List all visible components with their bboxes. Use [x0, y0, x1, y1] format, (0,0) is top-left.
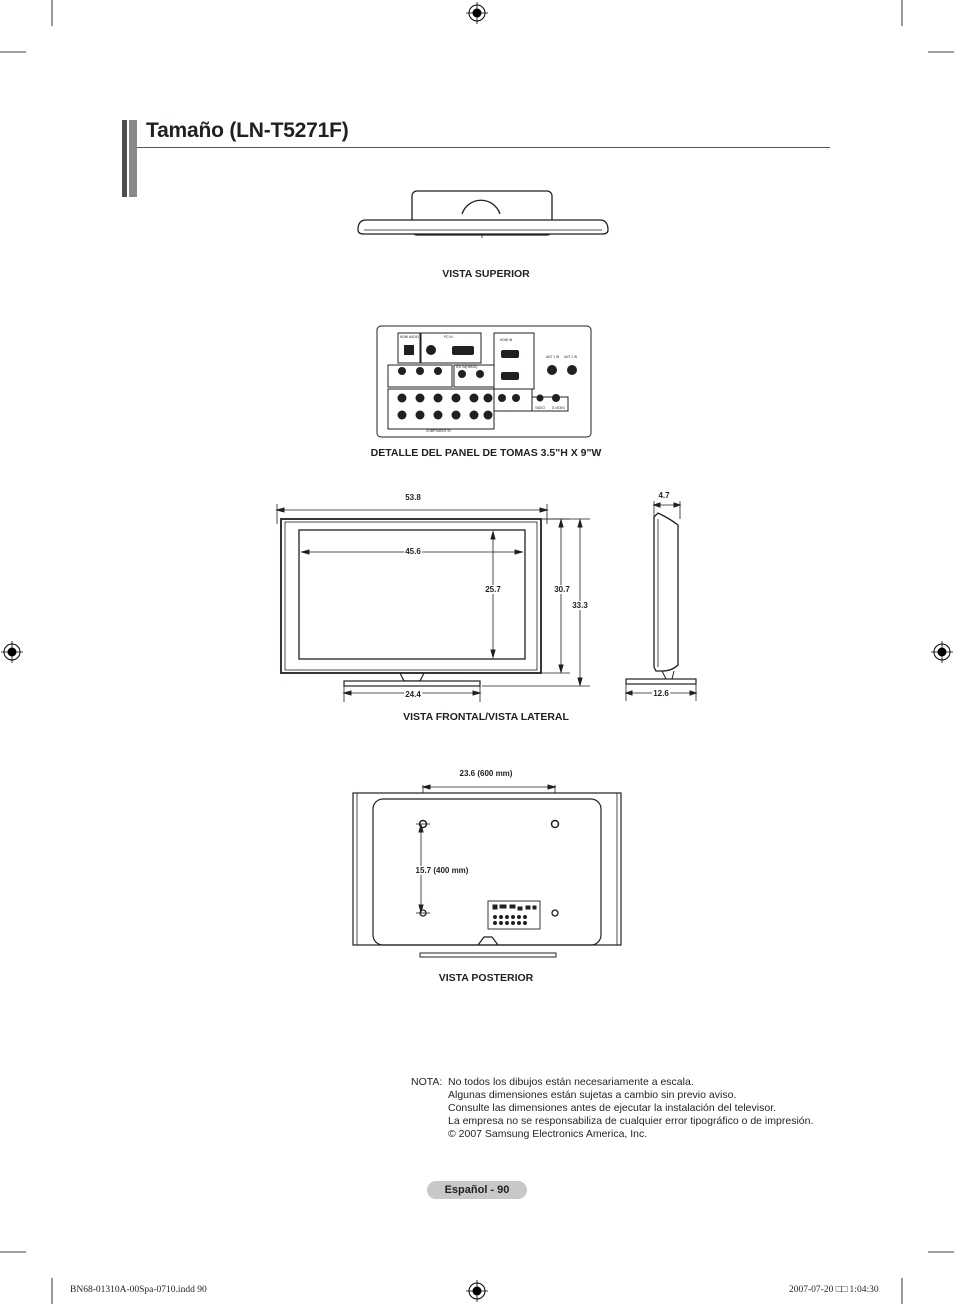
dim-vesa-vertical: 15.7 (400 mm): [415, 866, 469, 875]
dim-height-with-stand: 33.3: [572, 601, 588, 610]
svg-text:ANT 1 IN: ANT 1 IN: [546, 355, 560, 359]
svg-text:ANT 2 IN: ANT 2 IN: [564, 355, 578, 359]
svg-text:DVI IN(HDMI1): DVI IN(HDMI1): [456, 365, 478, 369]
note-line: La empresa no se responsabiliza de cualquier error tipográfico o de impresión.: [448, 1115, 814, 1127]
page-title: Tamaño (LN-T5271F): [146, 119, 349, 142]
side-view-drawing: [622, 495, 702, 705]
file-slug: BN68-01310A-00Spa-0710.indd 90: [70, 1285, 207, 1295]
svg-text:HDMI AUDIO: HDMI AUDIO: [400, 335, 419, 339]
caption-front-side-view: VISTA FRONTAL/VISTA LATERAL: [403, 711, 569, 723]
dim-body-height: 30.7: [554, 585, 570, 594]
page-number-badge: Español - 90: [427, 1181, 527, 1199]
registration-mark-left: [1, 641, 23, 663]
jack-panel-drawing: [376, 325, 594, 439]
title-accent-bar: [122, 120, 137, 197]
caption-jack-panel: DETALLE DEL PANEL DE TOMAS 3.5"H X 9"W: [370, 447, 602, 459]
front-view-drawing: [272, 500, 602, 705]
registration-mark-top: [466, 2, 488, 24]
svg-text:S-VIDEO: S-VIDEO: [552, 406, 566, 410]
note-label: NOTA:: [411, 1076, 443, 1088]
dim-vesa-horizontal: 23.6 (600 mm): [459, 769, 513, 778]
date-slug: 2007-07-20 □□ 1:04:30: [789, 1285, 879, 1295]
note-line: © 2007 Samsung Electronics America, Inc.: [448, 1128, 648, 1140]
note-line: Consulte las dimensiones antes de ejecutar la instalación del televisor.: [448, 1102, 777, 1114]
svg-text:HDMI IN: HDMI IN: [500, 338, 513, 342]
caption-top-view: VISTA SUPERIOR: [442, 268, 530, 280]
dim-depth: 4.7: [658, 491, 670, 500]
top-view-drawing: [354, 190, 614, 245]
registration-mark-bottom: [466, 1280, 488, 1302]
dim-overall-width: 53.8: [405, 493, 421, 502]
caption-rear-view: VISTA POSTERIOR: [438, 972, 534, 984]
note-line: Algunas dimensiones están sujetas a cambio sin previo aviso.: [448, 1089, 737, 1101]
dim-screen-height: 25.7: [485, 585, 501, 594]
rear-view-drawing: [350, 783, 626, 958]
title-underline: [137, 147, 830, 148]
dim-stand-width: 24.4: [405, 690, 421, 699]
note-line: No todos los dibujos están necesariamente a escala.: [448, 1076, 694, 1088]
svg-text:VIDEO: VIDEO: [535, 406, 545, 410]
svg-text:COMPONENT IN: COMPONENT IN: [426, 429, 451, 433]
dim-screen-width: 45.6: [405, 547, 421, 556]
dim-stand-depth: 12.6: [653, 689, 669, 698]
registration-mark-right: [931, 641, 953, 663]
svg-text:PC IN: PC IN: [444, 335, 453, 339]
